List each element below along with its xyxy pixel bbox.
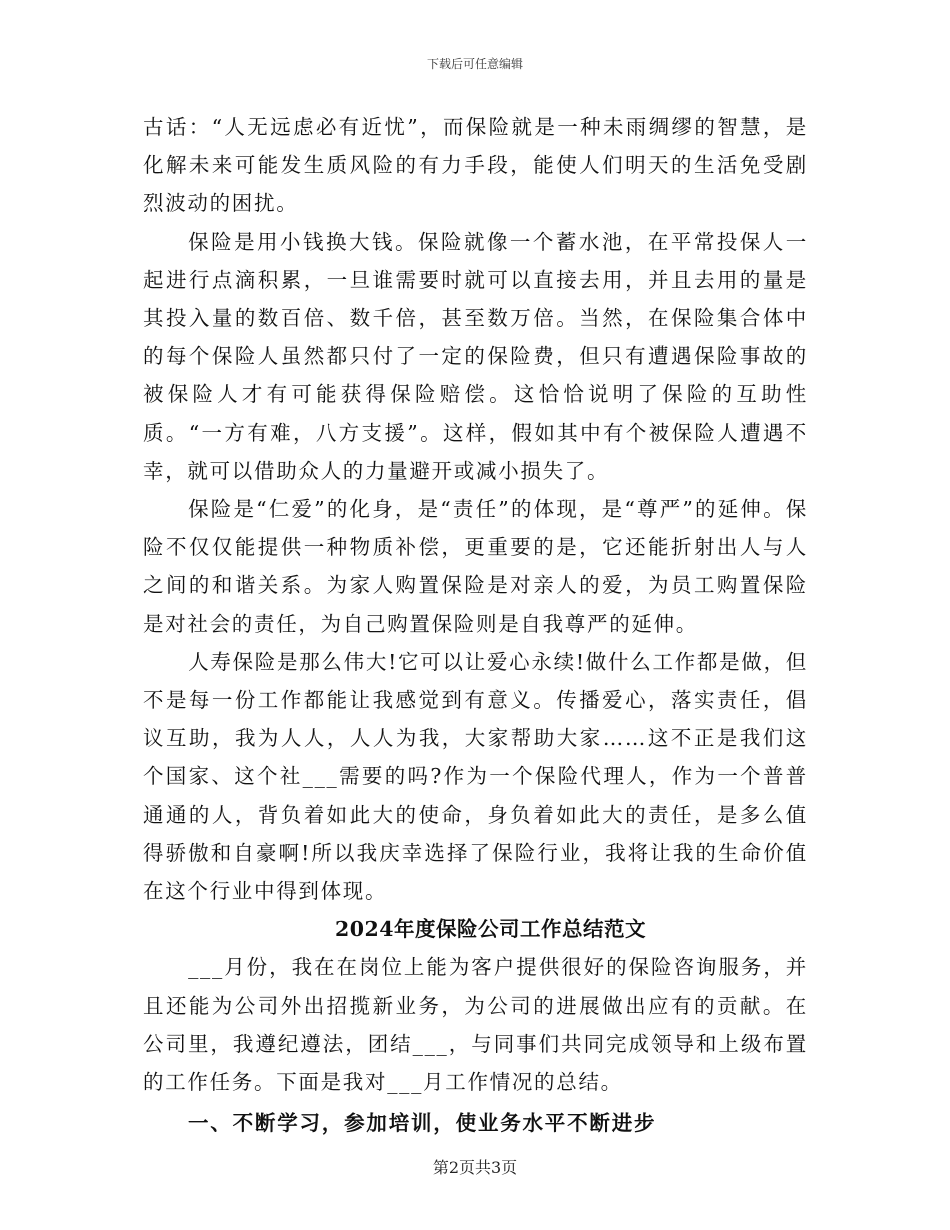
paragraph-benevolence: 保险是“仁爱”的化身，是“责任”的体现，是“尊严”的延伸。保险不仅仅能提供一种物质补偿，更重要的是，它还能折射出人与人之间的和谐关系。为家人购置保险是对亲人的爱，为员工购置保险是对社会的责任，为自己购置保险则是自我尊严的延伸。 (143, 497, 808, 636)
section-heading: 一、不断学习，参加培训，使业务水平不断进步 (188, 1111, 657, 1136)
paragraph-intro: ___月份，我在在岗位上能为客户提供很好的保险咨询服务，并且还能为公司外出招揽新业务，为公司的进展做出应有的贡献。在公司里，我遵纪遵法，团结___，与同事们共同完成领导和上级布置的工作任务。下面是我对___月工作情况的总结。 (143, 955, 808, 1095)
document-body (143, 108, 808, 1143)
paragraph-small-money: 保险是用小钱换大钱。保险就像一个蓄水池，在平常投保人一起进行点滴积累，一旦谁需要时就可以直接去用，并且去用的量是其投入量的数百倍、数千倍，甚至数万倍。当然，在保险集合体中的每个保险人虽然都只付了一定的保险费，但只有遭遇保险事故的被保险人才有可能获得保险赔偿。这恰恰说明了保险的互助性质。“一方有难，八方支援”。这样，假如其中有个被保险人遭遇不幸，就可以借助众人的力量避开或减小损失了。 (143, 229, 808, 483)
paragraph-ancient-saying: 古话：“人无远虑必有近忧”，而保险就是一种未雨绸缪的智慧，是化解未来可能发生质风险的有力手段，能使人们明天的生活免受剧烈波动的困扰。 (143, 115, 808, 216)
document-title: 2024年度保险公司工作总结范文 (334, 917, 647, 942)
page-header: 下载后可任意编辑 (426, 57, 523, 71)
paragraph-life-insurance: 人寿保险是那么伟大!它可以让爱心永续!做什么工作都是做，但不是每一份工作都能让我感觉到有意义。传播爱心，落实责任，倡议互助，我为人人，人人为我，大家帮助大家……这不正是我们这个国家、这个社___需要的吗?作为一个保险代理人，作为一个普普通通的人，背负着如此大的使命，身负着如此大的责任，是多么值得骄傲和自豪啊!所以我庆幸选择了保险行业，我将让我的生命价值在这个行业中得到体现。 (143, 649, 808, 904)
page-footer: 第2页共3页 (432, 1158, 518, 1177)
